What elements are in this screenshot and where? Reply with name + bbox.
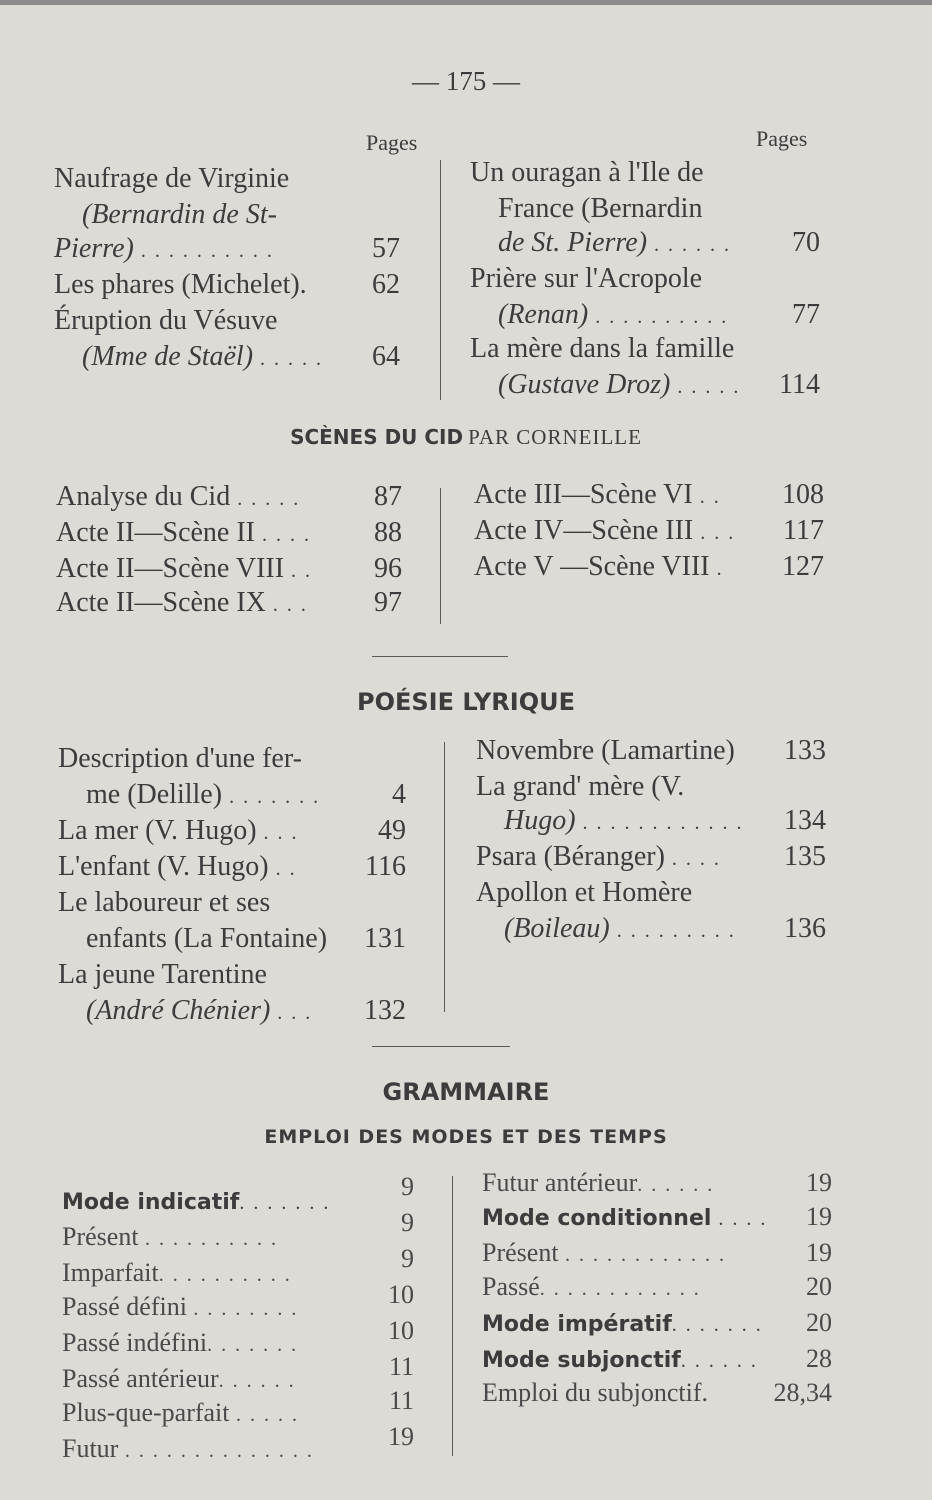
- column-divider: [452, 1176, 453, 1456]
- cid-right-column: Acte III—Scène VI . . 108 Acte IV—Scène III . . . 117 Acte V —Scène VIII . 127: [474, 479, 824, 582]
- poesie-left-column: Description d'une fer- me (Delille) . . . . . . . 4 La mer (V. Hugo) . . . 49 L'enfant (V. Hugo) . . 116 Le laboureur et ses enfants (La Fontaine) 131 La jeune Tarentine (André Chénier) . . . 132: [58, 743, 406, 1026]
- poesie-right-column: Novembre (Lamartine) 133 La grand' mère (V. Hugo) . . . . . . . . . . . . 134 Psara (Béranger) . . . . 135 Apollon et Homère (Boileau) . . . . . . . . . 136: [476, 735, 826, 944]
- section-heading-cid: SCÈNES DU CID PAR CORNEILLE: [290, 425, 642, 449]
- grammaire-right-column: Futur antérieur. . . . . . 19 Mode conditionnel . . . . 19 Présent . . . . . . . . . . . . 19 Passé. . . . . . . . . . . . 20 Mode impératif. . . . . . . 20 Mode subjonctif. . . . . . 28 Emploi du subjonctif. 28,34: [482, 1168, 832, 1407]
- pages-label-right: Pages: [756, 126, 808, 151]
- page-top-edge: [0, 0, 932, 5]
- section-divider: [372, 1046, 510, 1047]
- column-divider: [444, 742, 445, 1012]
- page-number: — 175 —: [412, 66, 520, 96]
- column-divider: [440, 488, 441, 624]
- section-heading-grammaire: GRAMMAIRE: [382, 1078, 550, 1106]
- section-heading-poesie: POÉSIE LYRIQUE: [357, 688, 575, 716]
- column-divider: [440, 160, 441, 400]
- section-subheading-modes: EMPLOI DES MODES ET DES TEMPS: [264, 1126, 668, 1148]
- grammaire-left-column: Mode indicatif. . . . . . . 9 Présent . . . . . . . . . . 9 Imparfait. . . . . . . . . . 9 Passé défini . . . . . . . . 10 Passé indéfini. . . . . . . 10 Passé antérieur. . . . . . 11 Plus-que-parfait . . . . . 11 Futur . . . . . . . . . . . . . . 19: [62, 1172, 414, 1463]
- pages-label-left: Pages: [366, 130, 418, 155]
- section-divider: [372, 656, 508, 657]
- cid-left-column: Analyse du Cid . . . . . 87 Acte II—Scène II . . . . 88 Acte II—Scène VIII . . 96 Acte II—Scène IX . . . 97: [56, 481, 402, 618]
- prose-left-column: Naufrage de Virginie (Bernardin de St- Pierre) . . . . . . . . . . 57 Les phares (Michelet). 62 Éruption du Vésuve (Mme de Staël) . . . . . 64: [54, 163, 400, 372]
- prose-right-column: Un ouragan à l'Ile de France (Bernardin de St. Pierre) . . . . . . 70 Prière sur l'Acropole (Renan) . . . . . . . . . . 77 La mère dans la famille (Gustave Droz) . . . . . 114: [470, 157, 820, 400]
